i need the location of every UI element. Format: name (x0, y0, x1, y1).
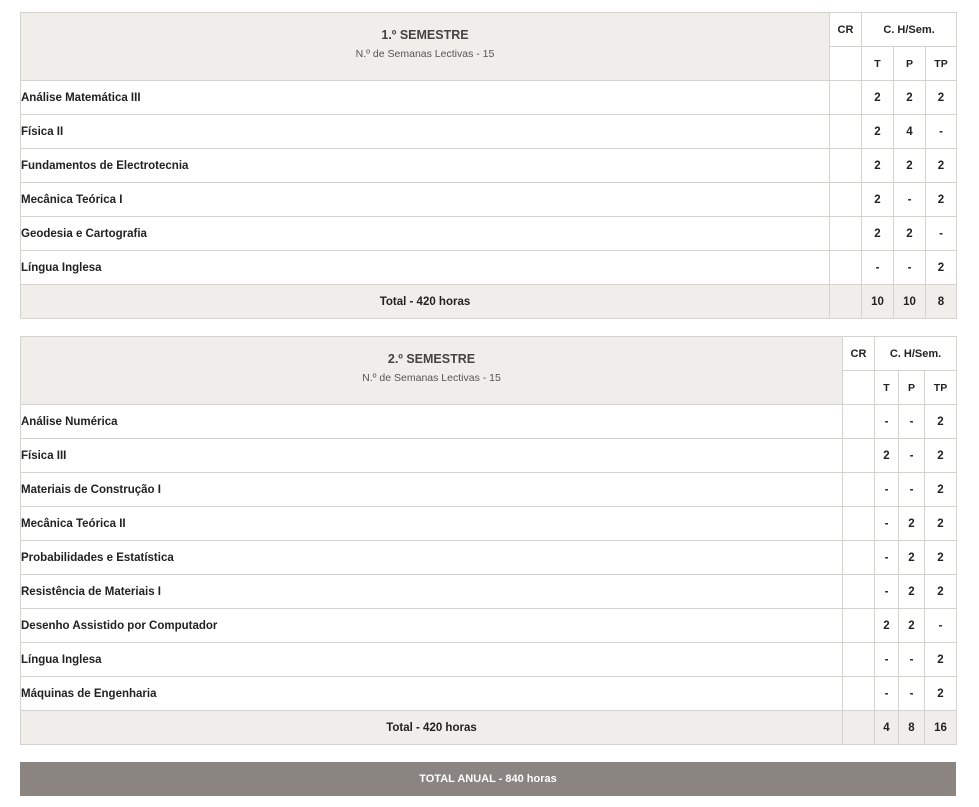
table-row (21, 217, 957, 251)
p-hours-cell: - (894, 183, 926, 217)
table-row (21, 473, 957, 507)
total-t-cell: 10 (862, 285, 894, 319)
hours-header: C. H/Sem. (862, 13, 957, 47)
cr-cell (843, 575, 875, 609)
tp-hours-cell: 2 (926, 251, 957, 285)
table-row (21, 507, 957, 541)
semester-header (21, 13, 830, 81)
cr-cell (830, 217, 862, 251)
t-hours-cell: - (875, 643, 899, 677)
annual-total-bar: TOTAL ANUAL - 840 horas (20, 762, 956, 796)
cr-cell (830, 115, 862, 149)
tp-hours-cell: 2 (926, 183, 957, 217)
total-row (21, 711, 957, 745)
table-row (21, 183, 957, 217)
table-row (21, 575, 957, 609)
semester-1-table (20, 12, 957, 319)
tp-hours-cell: - (926, 115, 957, 149)
subject-name: Língua Inglesa (21, 251, 830, 285)
semester-2-table (20, 336, 957, 745)
p-hours-cell: 2 (894, 149, 926, 183)
tp-hours-cell: 2 (925, 507, 957, 541)
table-row (21, 405, 957, 439)
semester-header (21, 337, 843, 405)
cr-header: CR (830, 13, 862, 47)
p-hours-cell: 2 (894, 81, 926, 115)
p-hours-cell: 2 (899, 541, 925, 575)
table-row (21, 115, 957, 149)
total-p-cell: 8 (899, 711, 925, 745)
cr-cell (843, 439, 875, 473)
tp-hours-cell: 2 (925, 643, 957, 677)
total-p-cell: 10 (894, 285, 926, 319)
subject-name: Desenho Assistido por Computador (21, 609, 843, 643)
total-tp-cell: 16 (925, 711, 957, 745)
p-hours-cell: - (899, 473, 925, 507)
cr-cell (843, 643, 875, 677)
p-hours-cell: 2 (899, 575, 925, 609)
table-row (21, 81, 957, 115)
subject-name: Probabilidades e Estatística (21, 541, 843, 575)
t-hours-cell: 2 (862, 217, 894, 251)
col-p-header: P (894, 47, 926, 81)
semester-weeks: N.º de Semanas Lectivas - 15 (362, 372, 501, 384)
tp-hours-cell: 2 (925, 473, 957, 507)
subject-name: Mecânica Teórica II (21, 507, 843, 541)
tp-hours-cell: 2 (925, 677, 957, 711)
t-hours-cell: - (875, 575, 899, 609)
cr-cell (843, 507, 875, 541)
t-hours-cell: - (875, 473, 899, 507)
cr-subheader-blank (830, 47, 862, 81)
t-hours-cell: - (875, 405, 899, 439)
t-hours-cell: - (862, 251, 894, 285)
cr-cell (830, 183, 862, 217)
table-row (21, 609, 957, 643)
cr-cell (830, 149, 862, 183)
col-p-header: P (899, 371, 925, 405)
hours-header: C. H/Sem. (875, 337, 957, 371)
cr-cell (843, 405, 875, 439)
cr-cell (830, 251, 862, 285)
t-hours-cell: - (875, 507, 899, 541)
total-tp-cell: 8 (926, 285, 957, 319)
t-hours-cell: 2 (875, 609, 899, 643)
t-hours-cell: 2 (862, 183, 894, 217)
subject-name: Materiais de Construção I (21, 473, 843, 507)
semester-title: 2.º SEMESTRE (387, 352, 476, 366)
p-hours-cell: 2 (899, 609, 925, 643)
tp-hours-cell: 2 (925, 541, 957, 575)
t-hours-cell: 2 (862, 115, 894, 149)
subject-name: Geodesia e Cartografia (21, 217, 830, 251)
total-cr-cell (830, 285, 862, 319)
total-t-cell: 4 (875, 711, 899, 745)
tp-hours-cell: 2 (926, 81, 957, 115)
cr-cell (830, 81, 862, 115)
cr-cell (843, 541, 875, 575)
subject-name: Física II (21, 115, 830, 149)
subject-name: Física III (21, 439, 843, 473)
subject-name: Análise Matemática III (21, 81, 830, 115)
t-hours-cell: - (875, 541, 899, 575)
p-hours-cell: 2 (899, 507, 925, 541)
total-label: Total - 420 horas (21, 711, 843, 745)
table-row (21, 541, 957, 575)
table-row (21, 643, 957, 677)
cr-subheader-blank (843, 371, 875, 405)
p-hours-cell: - (899, 439, 925, 473)
p-hours-cell: - (899, 677, 925, 711)
total-cr-cell (843, 711, 875, 745)
semester-title: 1.º SEMESTRE (381, 28, 469, 42)
p-hours-cell: - (899, 405, 925, 439)
subject-name: Máquinas de Engenharia (21, 677, 843, 711)
total-label: Total - 420 horas (21, 285, 830, 319)
cr-header: CR (843, 337, 875, 371)
p-hours-cell: - (894, 251, 926, 285)
p-hours-cell: - (899, 643, 925, 677)
subject-name: Resistência de Materiais I (21, 575, 843, 609)
p-hours-cell: 2 (894, 217, 926, 251)
table-row (21, 677, 957, 711)
semester-weeks: N.º de Semanas Lectivas - 15 (355, 48, 495, 60)
cr-cell (843, 609, 875, 643)
tp-hours-cell: - (925, 609, 957, 643)
col-t-header: T (875, 371, 899, 405)
p-hours-cell: 4 (894, 115, 926, 149)
subject-name: Mecânica Teórica I (21, 183, 830, 217)
total-row (21, 285, 957, 319)
col-t-header: T (862, 47, 894, 81)
subject-name: Fundamentos de Electrotecnia (21, 149, 830, 183)
table-row (21, 439, 957, 473)
tp-hours-cell: 2 (925, 439, 957, 473)
t-hours-cell: 2 (862, 81, 894, 115)
col-tp-header: TP (926, 47, 957, 81)
t-hours-cell: 2 (862, 149, 894, 183)
table-row (21, 251, 957, 285)
col-tp-header: TP (925, 371, 957, 405)
t-hours-cell: - (875, 677, 899, 711)
cr-cell (843, 473, 875, 507)
tp-hours-cell: 2 (926, 149, 957, 183)
tp-hours-cell: 2 (925, 575, 957, 609)
subject-name: Língua Inglesa (21, 643, 843, 677)
tp-hours-cell: 2 (925, 405, 957, 439)
cr-cell (843, 677, 875, 711)
t-hours-cell: 2 (875, 439, 899, 473)
tp-hours-cell: - (926, 217, 957, 251)
subject-name: Análise Numérica (21, 405, 843, 439)
table-row (21, 149, 957, 183)
